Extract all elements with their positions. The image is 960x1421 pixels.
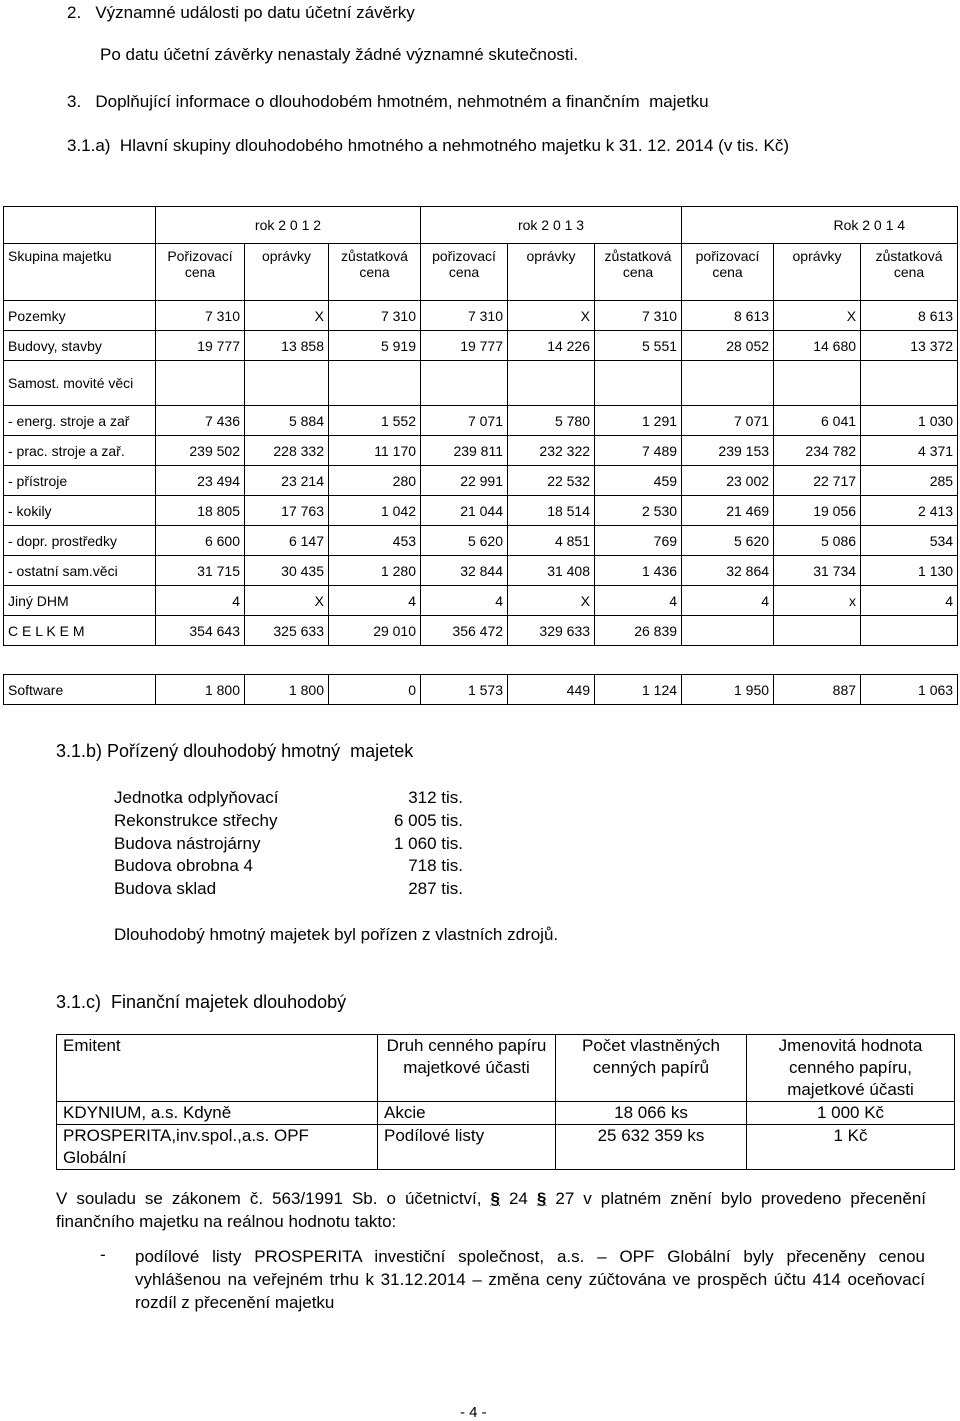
section-2-text: Po datu účetní závěrky nenastaly žádné významné skutečnosti. — [100, 45, 579, 64]
table-cell: 18 805 — [156, 496, 245, 526]
table-cell: 7 310 — [421, 301, 508, 331]
table-row — [4, 466, 958, 496]
table-row — [4, 586, 958, 616]
table-cell: 459 — [595, 466, 682, 496]
table-cell: 21 044 — [421, 496, 508, 526]
table-cell — [774, 616, 861, 646]
column-header: pořizovací cena — [682, 244, 774, 301]
table-cell: 4 — [156, 586, 245, 616]
table-cell: 14 680 — [774, 331, 861, 361]
table-cell: 7 310 — [329, 301, 421, 331]
table-cell: 1 950 — [682, 675, 774, 705]
year-header: rok 2 0 1 2 — [156, 207, 421, 244]
page-number: - 4 - — [460, 1404, 487, 1421]
table-cell: 22 991 — [421, 466, 508, 496]
fin-cell: PROSPERITA,inv.spol.,a.s. OPF Globální — [57, 1125, 378, 1170]
table-cell: 280 — [329, 466, 421, 496]
fin-header-emitent: Emitent — [57, 1035, 378, 1102]
table-cell: 13 858 — [245, 331, 329, 361]
table-cell: X — [245, 586, 329, 616]
table-cell: 354 643 — [156, 616, 245, 646]
acquired-item-name: Rekonstrukce střechy — [114, 811, 278, 830]
table-cell: 887 — [774, 675, 861, 705]
table-cell: 234 782 — [774, 436, 861, 466]
table-cell: 32 864 — [682, 556, 774, 586]
table-cell: 30 435 — [245, 556, 329, 586]
fin-cell: 1 Kč — [747, 1125, 955, 1170]
table-cell: 13 372 — [861, 331, 958, 361]
table-cell — [508, 361, 595, 406]
table-cell: 11 170 — [329, 436, 421, 466]
table-cell: 7 436 — [156, 406, 245, 436]
table-corner — [4, 207, 156, 244]
table-cell: 1 800 — [156, 675, 245, 705]
table-cell: x — [774, 586, 861, 616]
row-label: - energ. stroje a zař — [4, 406, 156, 436]
table-cell: 5 551 — [595, 331, 682, 361]
acquired-item-value: 287 tis. — [408, 879, 463, 898]
table-cell: X — [508, 301, 595, 331]
table-cell: 325 633 — [245, 616, 329, 646]
section-mark: § — [536, 1189, 547, 1208]
table-cell: 17 763 — [245, 496, 329, 526]
column-header: zůstatková cena — [329, 244, 421, 301]
table-cell: 239 811 — [421, 436, 508, 466]
table-cell: 5 620 — [682, 526, 774, 556]
table-cell: 19 777 — [421, 331, 508, 361]
table-cell: 5 919 — [329, 331, 421, 361]
table-cell: 4 — [421, 586, 508, 616]
table-cell: 7 310 — [156, 301, 245, 331]
row-label: - kokily — [4, 496, 156, 526]
fin-cell: Podílové listy — [378, 1125, 556, 1170]
table-cell: 31 715 — [156, 556, 245, 586]
column-header: Pořizovací cena — [156, 244, 245, 301]
acquired-item-name: Budova obrobna 4 — [114, 856, 253, 875]
acquired-item-name: Budova nástrojárny — [114, 834, 261, 853]
acquired-item-value: 1 060 tis. — [394, 834, 463, 853]
table-cell: 5 086 — [774, 526, 861, 556]
law-suffix: 27 v platném znění bylo provedeno přecenění finančního majetku na reálnou hodnotu takto: — [56, 1189, 927, 1231]
table-cell: 1 130 — [861, 556, 958, 586]
table-row — [4, 496, 958, 526]
table-cell: X — [774, 301, 861, 331]
table-cell: 1 552 — [329, 406, 421, 436]
table-cell — [421, 361, 508, 406]
fin-cell: Akcie — [378, 1102, 556, 1125]
table-cell: X — [508, 586, 595, 616]
table-cell — [595, 361, 682, 406]
table-cell: 31 408 — [508, 556, 595, 586]
group-column-header: Skupina majetku — [4, 244, 156, 301]
fin-cell: 25 632 359 ks — [556, 1125, 747, 1170]
row-label: Jiný DHM — [4, 586, 156, 616]
table-cell — [156, 361, 245, 406]
acquired-item-name: Jednotka odplyňovací — [114, 788, 279, 807]
table-cell: 7 071 — [682, 406, 774, 436]
bullet-dash: - — [100, 1245, 106, 1264]
table-cell — [861, 616, 958, 646]
table-cell: 4 851 — [508, 526, 595, 556]
row-label: Samost. movité věci — [4, 361, 156, 406]
section-31a-title: 3.1.a) Hlavní skupiny dlouhodobého hmotného a nehmotného majetku k 31. 12. 2014 (v tis. Kč) — [67, 136, 790, 155]
row-label: Budovy, stavby — [4, 331, 156, 361]
table-cell: 285 — [861, 466, 958, 496]
table-cell: 1 573 — [421, 675, 508, 705]
table-row — [4, 436, 958, 466]
table-cell: 6 041 — [774, 406, 861, 436]
table-cell: 1 291 — [595, 406, 682, 436]
table-cell: 356 472 — [421, 616, 508, 646]
fin-header-count: Počet vlastněných cenných papírů — [556, 1035, 747, 1102]
table-row — [4, 331, 958, 361]
table-cell: 449 — [508, 675, 595, 705]
table-spacer — [4, 646, 958, 675]
column-header: pořizovací cena — [421, 244, 508, 301]
table-cell: 23 214 — [245, 466, 329, 496]
table-cell: 19 056 — [774, 496, 861, 526]
table-cell — [682, 361, 774, 406]
table-cell: 23 002 — [682, 466, 774, 496]
row-label: - ostatní sam.věci — [4, 556, 156, 586]
table-row — [4, 301, 958, 331]
table-cell: 1 280 — [329, 556, 421, 586]
row-label: - prac. stroje a zař. — [4, 436, 156, 466]
acquired-item-value: 312 tis. — [408, 788, 463, 807]
financial-assets-table — [56, 1034, 955, 1170]
table-row — [4, 406, 958, 436]
section-31c-title: 3.1.c) Finanční majetek dlouhodobý — [56, 992, 347, 1012]
table-cell: 232 322 — [508, 436, 595, 466]
table-cell: 22 717 — [774, 466, 861, 496]
table-cell: 228 332 — [245, 436, 329, 466]
table-cell: 4 — [595, 586, 682, 616]
table-cell: 1 030 — [861, 406, 958, 436]
table-cell: 18 514 — [508, 496, 595, 526]
column-header: oprávky — [774, 244, 861, 301]
table-cell: 534 — [861, 526, 958, 556]
table-cell: 23 494 — [156, 466, 245, 496]
row-label: Pozemky — [4, 301, 156, 331]
section-3-title: 3. Doplňující informace o dlouhodobém hmotném, nehmotném a finančním majetku — [67, 92, 709, 111]
section-31b-title: 3.1.b) Pořízený dlouhodobý hmotný majetek — [56, 741, 414, 761]
row-label: - dopr. prostředky — [4, 526, 156, 556]
column-header: oprávky — [508, 244, 595, 301]
row-label: C E L K E M — [4, 616, 156, 646]
table-cell: 1 800 — [245, 675, 329, 705]
table-cell: 769 — [595, 526, 682, 556]
table-cell — [329, 361, 421, 406]
table-row — [4, 361, 958, 406]
table-cell: 4 — [329, 586, 421, 616]
column-header: zůstatková cena — [595, 244, 682, 301]
table-cell: 29 010 — [329, 616, 421, 646]
fin-header-nominal: Jmenovitá hodnota cenného papíru, majetkové účasti — [747, 1035, 955, 1102]
table-cell: 0 — [329, 675, 421, 705]
table-cell: 239 153 — [682, 436, 774, 466]
table-cell: 26 839 — [595, 616, 682, 646]
table-cell: 28 052 — [682, 331, 774, 361]
asset-groups-table — [3, 206, 958, 705]
bullet-text: podílové listy PROSPERITA investiční společnost, a.s. – OPF Globální byly přeceněny cenou vyhlášenou na veřejném trhu k 31.12.2014 – změna ceny zúčtována ve prospěch účtu 414 oceňovací rozdíl z přecenění majetku — [135, 1247, 925, 1312]
fin-header-type: Druh cenného papíru majetkové účasti — [378, 1035, 556, 1102]
table-cell — [245, 361, 329, 406]
table-cell: 329 633 — [508, 616, 595, 646]
table-cell: 2 413 — [861, 496, 958, 526]
table-cell: 8 613 — [861, 301, 958, 331]
table-cell: 4 371 — [861, 436, 958, 466]
table-cell: 14 226 — [508, 331, 595, 361]
table-cell: 6 600 — [156, 526, 245, 556]
table-cell: 7 071 — [421, 406, 508, 436]
row-label: - přístroje — [4, 466, 156, 496]
table-cell: 1 436 — [595, 556, 682, 586]
acquired-item-value: 718 tis. — [408, 856, 463, 875]
table-cell: 32 844 — [421, 556, 508, 586]
table-row — [4, 526, 958, 556]
table-cell: 19 777 — [156, 331, 245, 361]
section-mark: § — [490, 1189, 500, 1208]
law-prefix: V souladu se zákonem č. 563/1991 Sb. o účetnictví, — [56, 1189, 491, 1208]
revaluation-paragraph — [56, 1187, 926, 1233]
year-header: rok 2 0 1 3 — [421, 207, 682, 244]
table-cell — [682, 616, 774, 646]
table-cell: 5 620 — [421, 526, 508, 556]
law-mid: 24 — [499, 1189, 537, 1208]
table-cell — [774, 361, 861, 406]
table-cell: 4 — [682, 586, 774, 616]
table-cell: 2 530 — [595, 496, 682, 526]
table-row — [4, 616, 958, 646]
section-2-title: 2. Významné události po datu účetní závěrky — [67, 3, 415, 22]
fin-cell: KDYNIUM, a.s. Kdyně — [57, 1102, 378, 1125]
table-cell: X — [245, 301, 329, 331]
fin-cell: 18 066 ks — [556, 1102, 747, 1125]
table-cell: 5 884 — [245, 406, 329, 436]
table-cell: 7 489 — [595, 436, 682, 466]
table-cell: 4 — [861, 586, 958, 616]
acquired-item-value: 6 005 tis. — [394, 811, 463, 830]
column-header: zůstatková cena — [861, 244, 958, 301]
table-cell: 1 042 — [329, 496, 421, 526]
table-cell: 31 734 — [774, 556, 861, 586]
year-header: Rok 2 0 1 4 — [682, 207, 958, 244]
table-cell — [861, 361, 958, 406]
row-label: Software — [4, 675, 156, 705]
table-cell: 6 147 — [245, 526, 329, 556]
acquired-item-name: Budova sklad — [114, 879, 217, 898]
table-cell: 21 469 — [682, 496, 774, 526]
table-cell: 1 063 — [861, 675, 958, 705]
table-row — [4, 556, 958, 586]
section-31b-note: Dlouhodobý hmotný majetek byl pořízen z vlastních zdrojů. — [114, 925, 559, 944]
table-cell: 239 502 — [156, 436, 245, 466]
table-cell: 1 124 — [595, 675, 682, 705]
table-cell: 7 310 — [595, 301, 682, 331]
column-header: oprávky — [245, 244, 329, 301]
table-cell: 5 780 — [508, 406, 595, 436]
table-cell: 8 613 — [682, 301, 774, 331]
table-cell: 453 — [329, 526, 421, 556]
fin-cell: 1 000 Kč — [747, 1102, 955, 1125]
table-cell: 22 532 — [508, 466, 595, 496]
